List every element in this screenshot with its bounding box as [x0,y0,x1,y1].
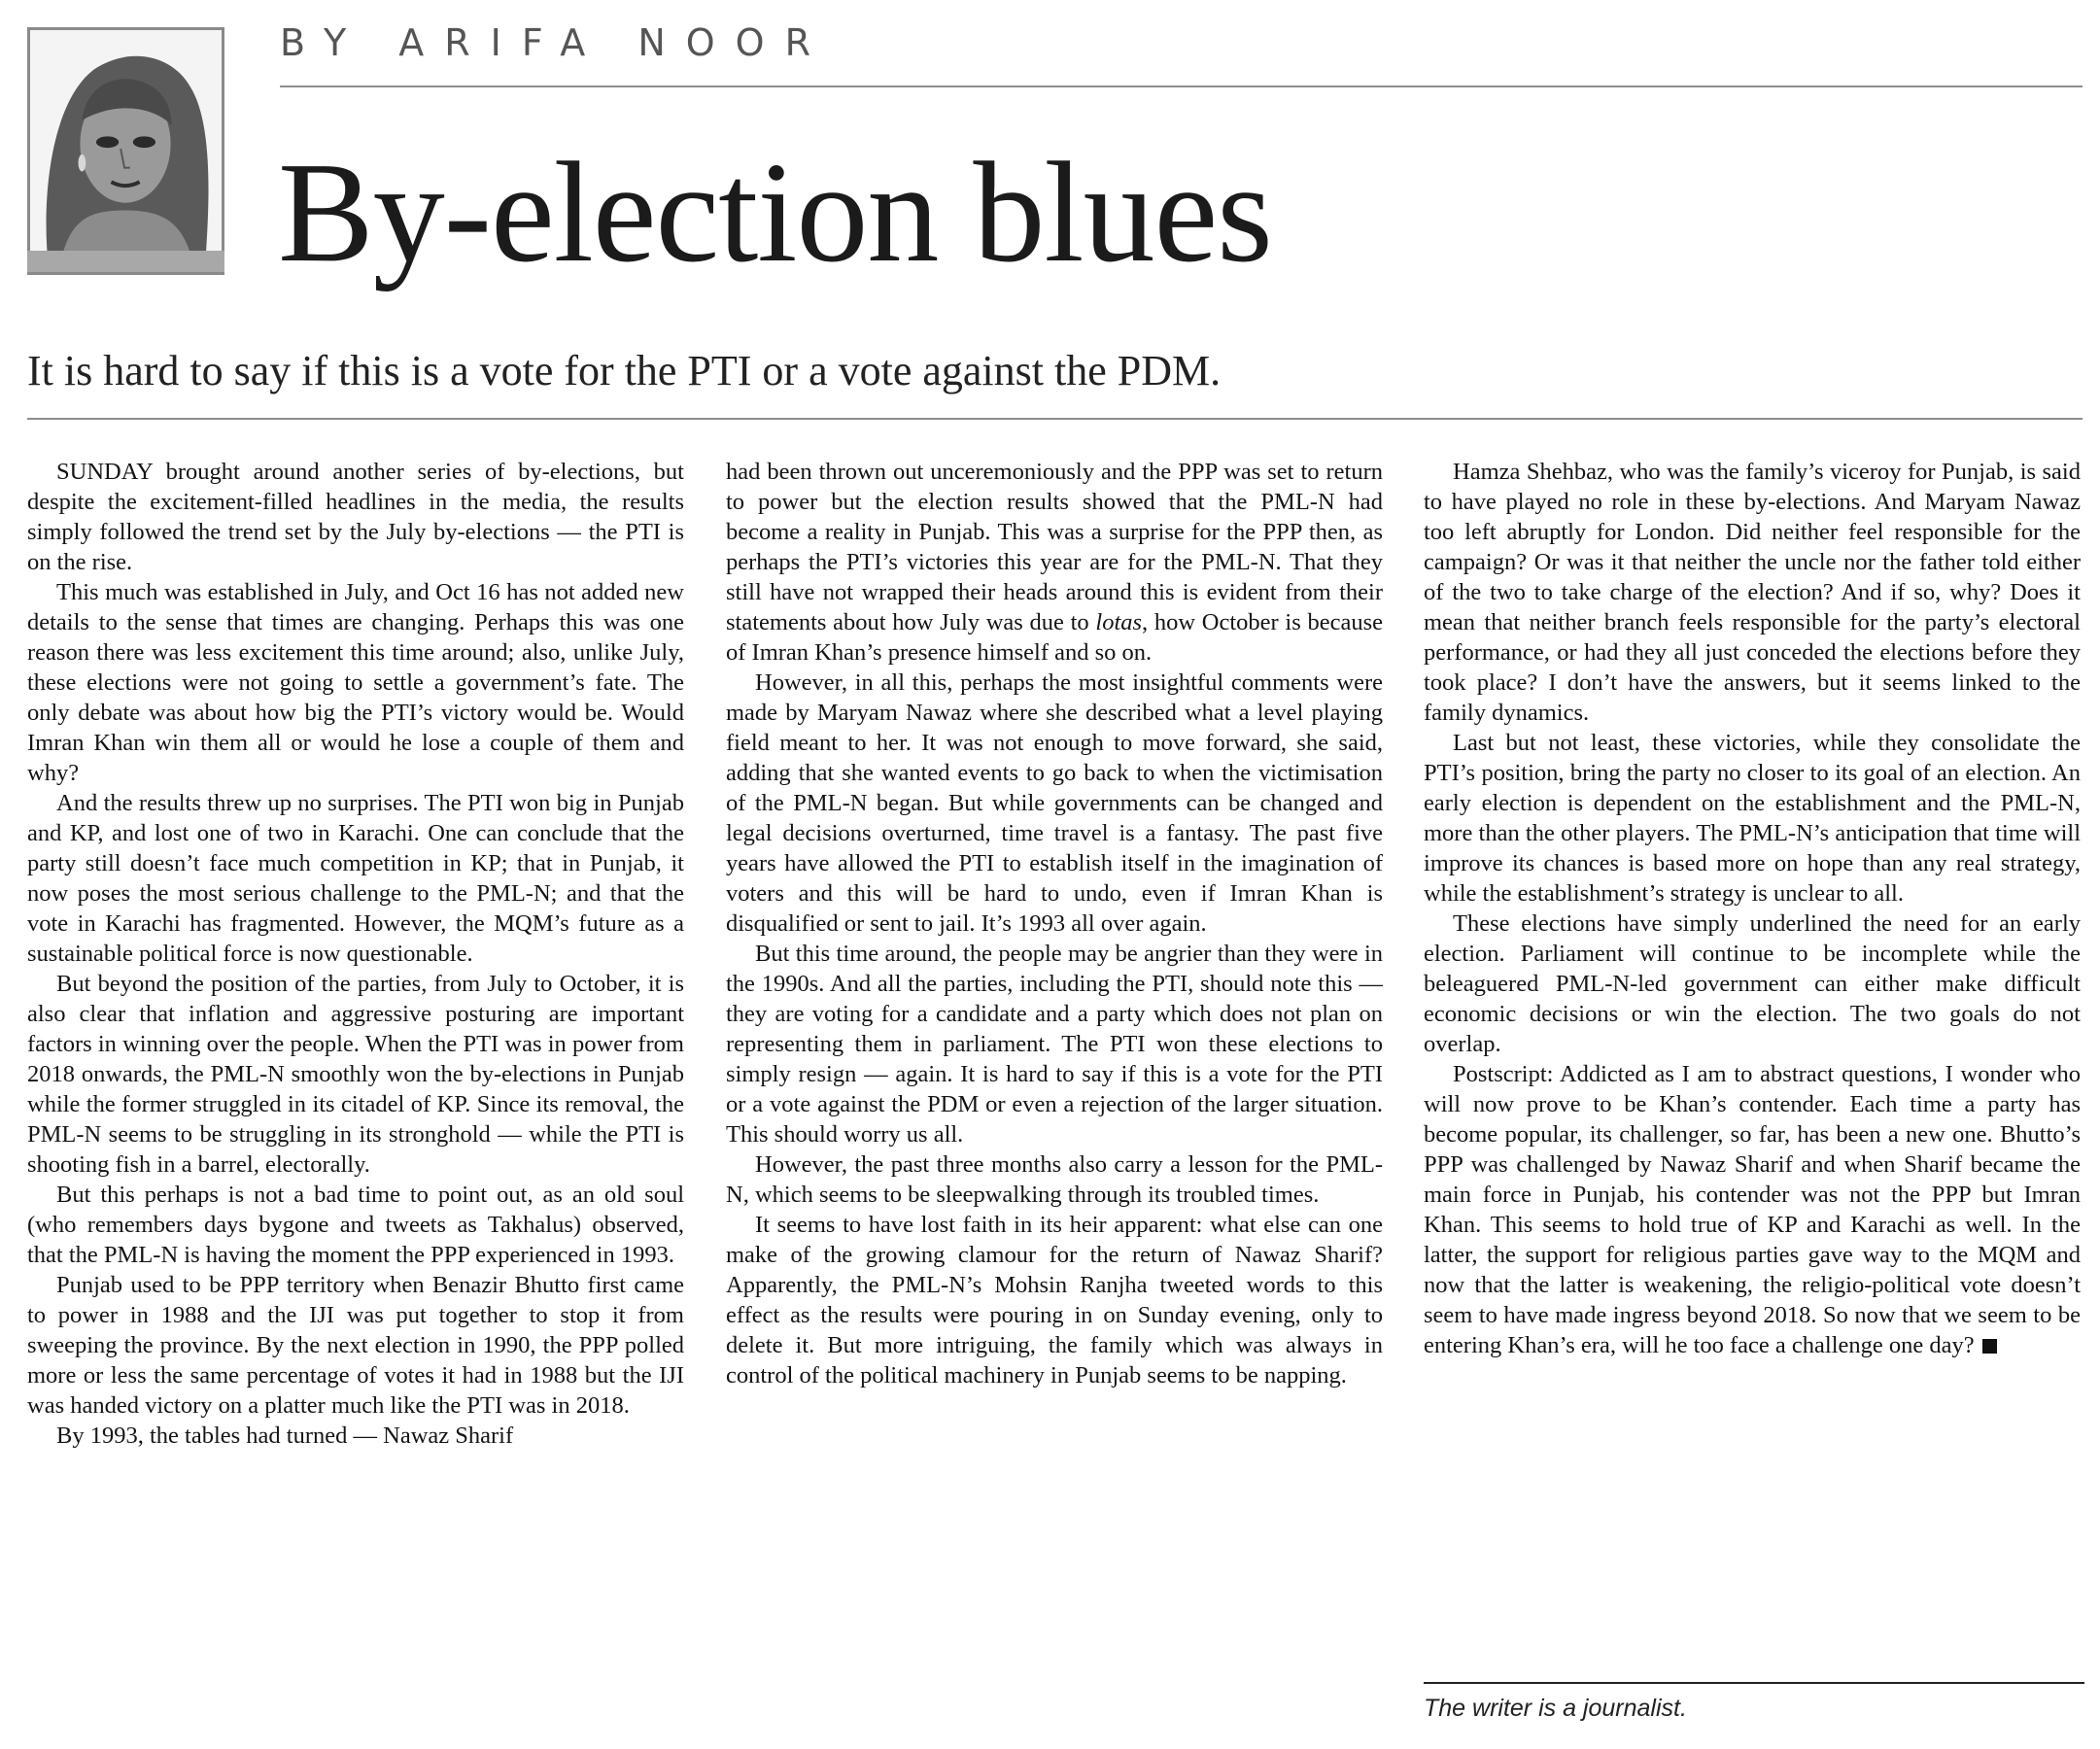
paragraph: Last but not least, these victories, while they consolidate the PTI’s position, bring the party no closer to its goal of an election. An early election is dependent on the establishment and the PML-N, more than the other players. The PML-N’s anticipation that time will improve its chances is based more on hope than any real strategy, while the establishment’s strategy is unclear to all. [1424,730,2081,907]
paragraph-continued [726,457,1383,668]
article-column-2 [726,457,1383,1739]
article-column-1 [27,457,684,1739]
paragraph: However, the past three months also carry a lesson for the PML-N, which seems to be sleepwalking through its troubled times. [726,1151,1383,1208]
paragraph: SUNDAY brought around another series of by-elections, but despite the excitement-filled headlines in the media, the results simply followed the trend set by the July by-elections — the PTI is on the rise. [27,459,684,575]
paragraph: But beyond the position of the parties, from July to October, it is also clear that inflation and aggressive posturing are important factors in winning over the people. When the PTI was in power from 2018 onwards, the PML-N smoothly won the by-elections in Punjab while the former struggled in its citadel of KP. Since its removal, the PML-N seems to be struggling in its stronghold — while the PTI is shooting fish in a barrel, electorally. [27,971,684,1178]
byline: BY ARIFA NOOR [280,21,831,64]
paragraph: Punjab used to be PPP territory when Benazir Bhutto first came to power in 1988 and the IJI was put together to stop it from sweeping the province. By the next election in 1990, the PPP polled more or less the same percentage of votes it had in 1988 but the IJI was handed victory on a platter much like the PTI was in 2018. [27,1272,684,1419]
paragraph: But this time around, the people may be angrier than they were in the 1990s. And all the parties, including the PTI, should note this — they are voting for a candidate and a party which does not plan on representing them in parliament. The PTI won these elections to simply resign — again. It is hard to say if this is a vote for the PTI or a vote against the PDM or even a rejection of the larger situation. This should worry us all. [726,941,1383,1148]
standfirst: It is hard to say if this is a vote for the PTI or a vote against the PDM. [27,347,1222,394]
paragraph: And the results threw up no surprises. The PTI won big in Punjab and KP, and lost one of two in Karachi. One can conclude that the party still doesn’t face much competition in KP; that in Punjab, it now poses the most serious challenge to the PML-N; and that the vote in Karachi has fragmented. However, the MQM’s future as a sustainable political force is now questionable. [27,790,684,967]
portrait-image [30,30,222,272]
paragraph: This much was established in July, and Oct 16 has not added new details to the sense that times are changing. Perhaps this was one reason there was less excitement this time around; also, unlike July, these elections were not going to settle a government’s fate. The only debate was about how big the PTI’s victory would be. Would Imran Khan win them all or would he lose a couple of them and why? [27,579,684,786]
standfirst-rule [27,418,2083,420]
paragraph: By 1993, the tables had turned — Nawaz Sharif [56,1423,514,1449]
paragraph: However, in all this, perhaps the most insightful comments were made by Maryam Nawaz where she described what a level playing field meant to her. It was not enough to move forward, she said, adding that she wanted events to go back to when the victimisation of the PML-N began. But while governments can be changed and legal decisions overturned, time travel is a fantasy. The past five years have allowed the PTI to establish itself in the imagination of voters and this will be hard to undo, even if Imran Khan is disqualified or sent to jail. It’s 1993 all over again. [726,669,1383,937]
author-portrait [27,27,224,275]
paragraph: Hamza Shehbaz, who was the family’s viceroy for Punjab, is said to have played no role in these by-elections. And Maryam Nawaz too left abruptly for London. Did neither feel responsible for the campaign? Or was it that neither the uncle nor the father told either of the two to take charge of the election? And if so, why? Does it mean that neither branch feels responsible for the party’s electoral performance, or had they all just conceded the elections before they took place? I don’t have the answers, but it seems linked to the family dynamics. [1424,459,2081,726]
header-rule [280,86,2083,87]
paragraph: These elections have simply underlined the need for an early election. Parliament will continue to be incomplete while the beleaguered PML-N-led government can either make difficult economic decisions or win the election. The two goals do not overlap. [1424,910,2081,1057]
paragraph-text: , how October is because of Imran Khan’s presence himself and so on. [726,609,1383,666]
headline: By-election blues [278,133,1272,292]
italic-term: lotas [1095,609,1143,635]
footer-rule [1424,1682,2084,1684]
paragraph: It seems to have lost faith in its heir apparent: what else can one make of the growing clamour for the return of Nawaz Sharif? Apparently, the PML-N’s Mohsin Ranjha tweeted words to this effect as the results were pouring in on Sunday evening, only to delete it. But more intriguing, the family which was always in control of the political machinery in Punjab seems to be napping. [726,1212,1383,1389]
paragraph-final [1424,1059,2081,1360]
paragraph-text: had been thrown out unceremoniously and the PPP was set to return to power but the election results showed that the PML-N had become a reality in Punjab. This was a surprise for the PPP then, as perhaps the PTI’s victories this year are for the PML-N. That they still have not wrapped their heads around this is evident from their statements about how July was due to [726,459,1383,635]
paragraph-text: Postscript: Addicted as I am to abstract questions, I wonder who will now prove to be Khan’s contender. Each time a party has become popular, its challenger, so far, has been a new one. Bhutto’s PPP was challenged by Nawaz Sharif and when Sharif became the main force in Punjab, his contender was not the PPP but Imran Khan. This seems to hold true of KP and Karachi as well. In the latter, the support for religious parties gave way to the MQM and now that the latter is weakening, the religio-political vote doesn’t seem to have made ingress beyond 2018. So now that we seem to be entering Khan’s era, will he too face a challenge one day? [1424,1061,2081,1358]
article-column-3 [1424,457,2081,1676]
portrait-accent-bar [27,251,224,272]
paragraph: But this perhaps is not a bad time to point out, as an old soul (who remembers days bygone and tweets as Takhalus) observed, that the PML-N is having the moment the PPP experienced in 1993. [27,1182,684,1268]
end-square-icon [1982,1339,1997,1354]
writer-note: The writer is a journalist. [1424,1695,1687,1722]
